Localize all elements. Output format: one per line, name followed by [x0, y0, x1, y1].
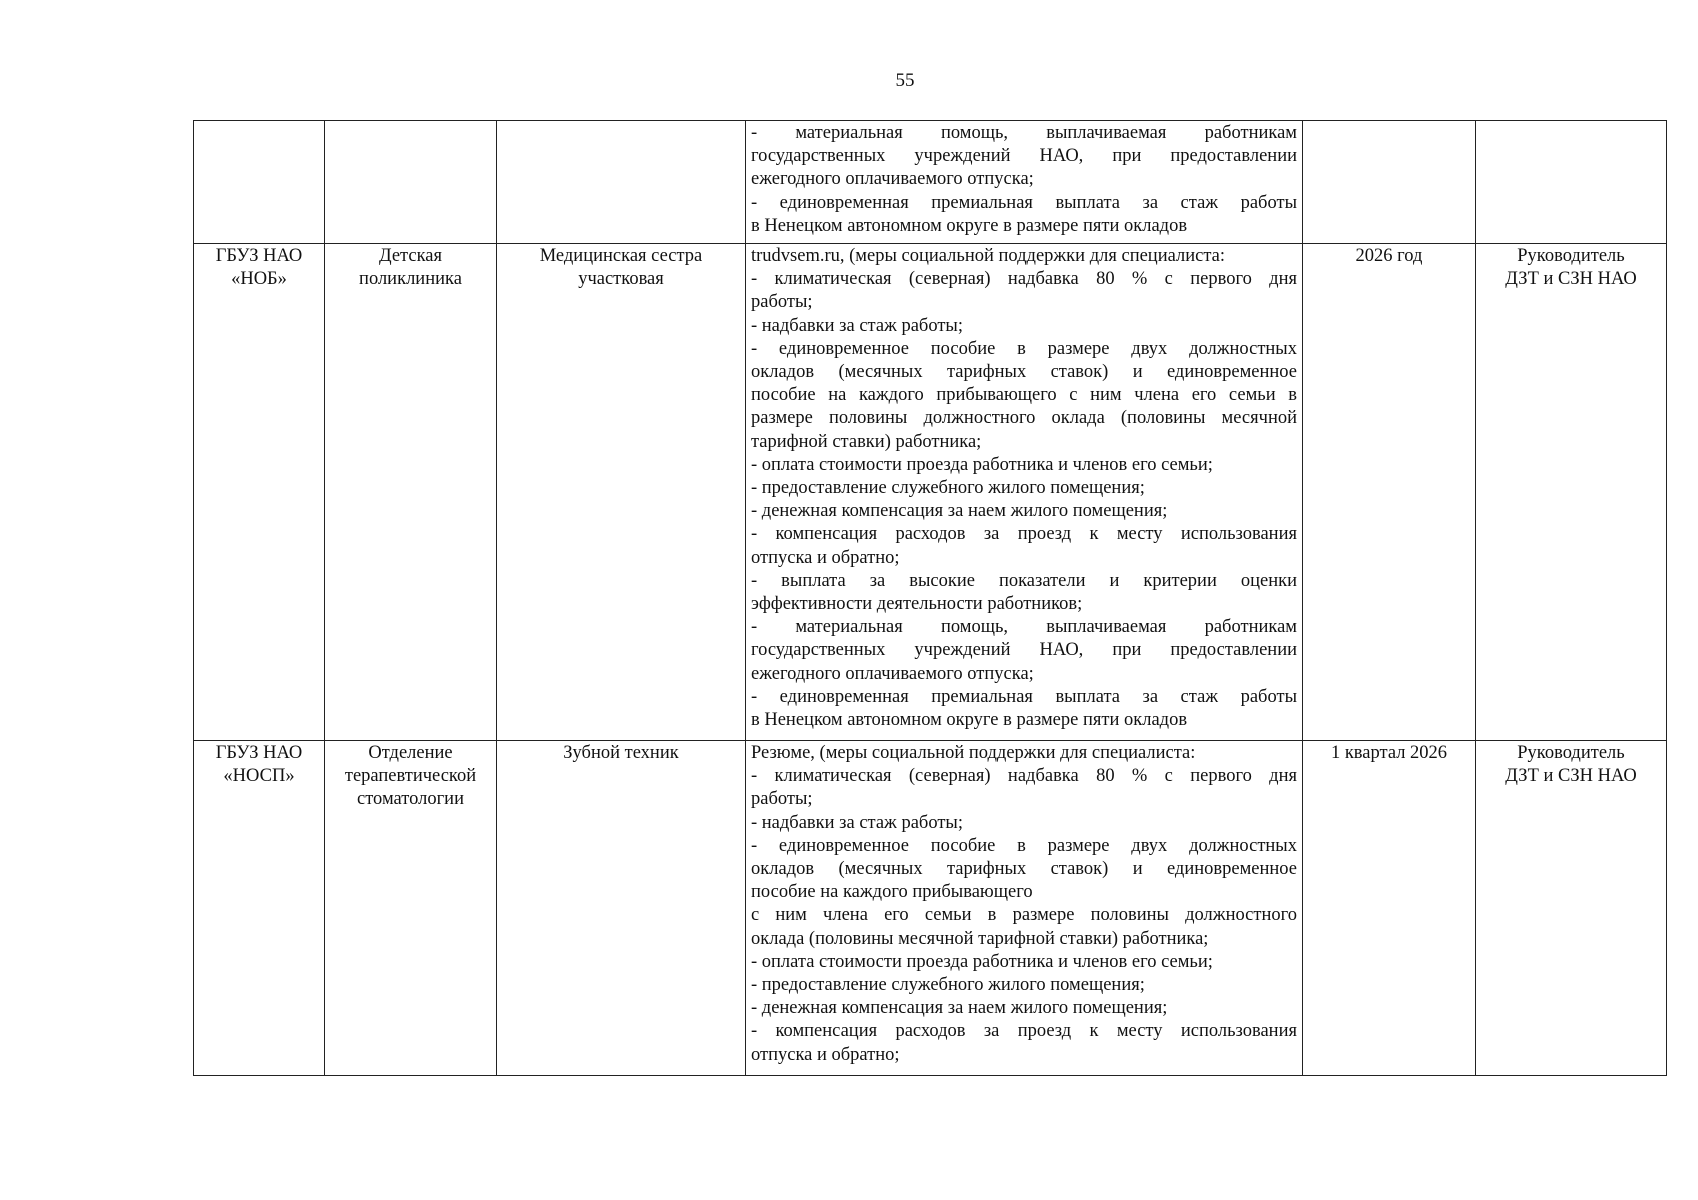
deadline-cell [1303, 121, 1476, 244]
measure-line: - оплата стоимости проезда работника и членов его семьи; [751, 951, 1213, 972]
measure-line: - единовременная премиальная выплата за стаж работы [751, 686, 1297, 707]
org-line: «НОБ» [231, 269, 287, 290]
measure-line: тарифной ставки) работника; [751, 431, 982, 452]
table-row [194, 741, 1667, 1076]
position-cell [497, 244, 746, 741]
department-line: стоматологии [357, 789, 464, 810]
measures-cell [746, 244, 1303, 741]
measure-line: пособие на каждого прибывающего [751, 882, 1033, 903]
measure-line: окладов (месячных тарифных ставок) и единовременное [751, 362, 1297, 383]
page-number: 55 [895, 70, 915, 91]
department-line: поликлиника [359, 269, 462, 290]
table-row [194, 244, 1667, 741]
position-line: участковая [578, 269, 664, 290]
responsible-cell [1476, 121, 1667, 244]
table-row [194, 121, 1667, 244]
org-line: ГБУЗ НАО [215, 246, 303, 266]
department-line: Детская [378, 246, 442, 266]
measure-line: - единовременная премиальная выплата за стаж работы [751, 192, 1297, 213]
measure-line: - предоставление служебного жилого помещения; [751, 975, 1145, 996]
org-line: «НОСП» [223, 766, 295, 787]
deadline-cell [1303, 741, 1476, 1076]
measure-line: - компенсация расходов за проезд к месту использования [751, 524, 1297, 545]
org-cell [194, 741, 325, 1076]
measure-line: пособие на каждого прибывающего с ним члена его семьи в [751, 385, 1297, 406]
measure-line: в Ненецком автономном округе в размере пяти окладов [751, 215, 1188, 236]
measure-line: - единовременное пособие в размере двух должностных [751, 835, 1297, 856]
measure-line: государственных учреждений НАО, при предоставлении [751, 146, 1297, 167]
deadline-text: 1 квартал 2026 [1330, 743, 1448, 763]
measure-line: размере половины должностного оклада (половины месячной [751, 408, 1297, 429]
position-cell [497, 741, 746, 1076]
position-line: Медицинская сестра [539, 246, 703, 266]
deadline-text: 2026 год [1355, 246, 1423, 266]
measure-line: эффективности деятельности работников; [751, 594, 1083, 615]
measure-line: оклада (половины месячной тарифной ставки) работника; [751, 928, 1209, 949]
measure-line: - материальная помощь, выплачиваемая работникам [751, 617, 1297, 638]
measure-line: отпуска и обратно; [751, 547, 900, 568]
responsible-line: Руководитель [1517, 246, 1625, 266]
measure-line: - компенсация расходов за проезд к месту использования [751, 1021, 1297, 1042]
measure-line: - единовременное пособие в размере двух должностных [751, 338, 1297, 359]
measures-table [193, 120, 1667, 1076]
measure-line: - материальная помощь, выплачиваемая работникам [751, 123, 1297, 143]
measure-line: - надбавки за стаж работы; [751, 315, 964, 336]
measure-line: - предоставление служебного жилого помещения; [751, 478, 1145, 499]
measure-line: Резюме, (меры социальной поддержки для специалиста: [751, 743, 1196, 763]
department-line: терапевтической [344, 766, 477, 787]
measure-line: окладов (месячных тарифных ставок) и единовременное [751, 859, 1297, 880]
responsible-line: ДЗТ и СЗН НАО [1505, 766, 1637, 787]
measures-cell [746, 121, 1303, 244]
department-cell [325, 121, 497, 244]
measure-line: - выплата за высокие показатели и критерии оценки [751, 570, 1297, 591]
measure-line: - надбавки за стаж работы; [751, 812, 964, 833]
department-cell [325, 244, 497, 741]
deadline-cell [1303, 244, 1476, 741]
measure-line: государственных учреждений НАО, при предоставлении [751, 640, 1297, 661]
measure-line: работы; [751, 292, 813, 313]
measure-line: - климатическая (северная) надбавка 80 % с первого дня [751, 766, 1297, 787]
responsible-line: Руководитель [1517, 743, 1625, 763]
responsible-cell [1476, 741, 1667, 1076]
measure-line: - оплата стоимости проезда работника и членов его семьи; [751, 454, 1213, 475]
org-line: ГБУЗ НАО [215, 743, 303, 763]
responsible-line: ДЗТ и СЗН НАО [1505, 269, 1637, 290]
org-cell [194, 121, 325, 244]
measure-line: работы; [751, 789, 813, 810]
measure-line: ежегодного оплачиваемого отпуска; [751, 169, 1034, 190]
measure-line: с ним члена его семьи в размере половины должностного [751, 905, 1297, 926]
measure-line: в Ненецком автономном округе в размере пяти окладов [751, 710, 1188, 731]
department-cell [325, 741, 497, 1076]
responsible-cell [1476, 244, 1667, 741]
position-cell [497, 121, 746, 244]
measure-line: trudvsem.ru, (меры социальной поддержки для специалиста: [751, 246, 1225, 266]
measure-line: - денежная компенсация за наем жилого помещения; [751, 501, 1168, 522]
measure-line: ежегодного оплачиваемого отпуска; [751, 663, 1034, 684]
measure-line: - климатическая (северная) надбавка 80 % с первого дня [751, 269, 1297, 290]
measures-cell [746, 741, 1303, 1076]
position-line: Зубной техник [563, 743, 679, 763]
department-line: Отделение [368, 743, 453, 763]
measure-line: отпуска и обратно; [751, 1044, 900, 1065]
org-cell [194, 244, 325, 741]
measure-line: - денежная компенсация за наем жилого помещения; [751, 998, 1168, 1019]
